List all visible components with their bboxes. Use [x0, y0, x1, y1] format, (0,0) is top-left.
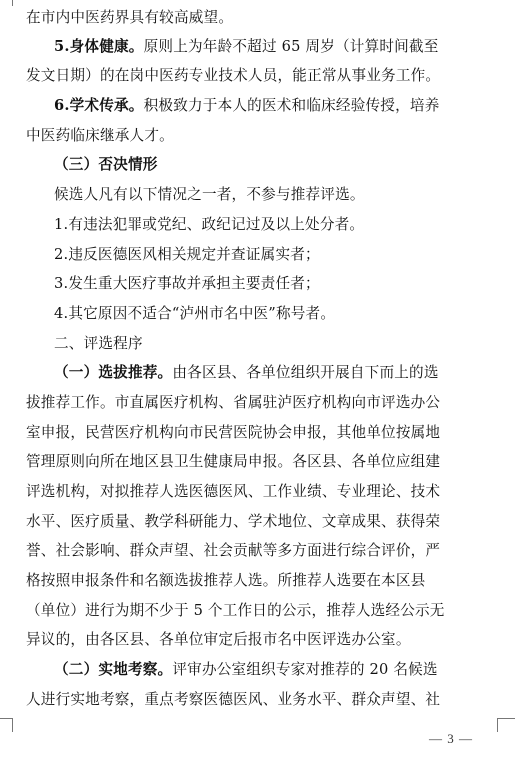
line-text: 原则上为年龄不超过 65 周岁（计算时间截至	[143, 38, 439, 55]
line-text: 拔推荐工作。市直属医疗机构、省属驻泸医疗机构向市评选办公	[26, 394, 441, 411]
line-text: 人进行实地考察，重点考察医德医风、业务水平、群众声望、社	[26, 691, 441, 708]
text-line-17	[26, 482, 496, 502]
line-text: 异议的，由各区县、各单位审定后报市名中医评选办公室。	[26, 631, 411, 648]
line-text: 由各区县、各单位组织开展自下而上的选	[172, 364, 439, 381]
text-line-18	[26, 512, 496, 532]
text-line-7	[54, 185, 498, 205]
line-text: 候选人凡有以下情况之一者，不参与推荐评选。	[54, 186, 365, 203]
line-text: 评审办公室组织专家对推荐的 20 名候选	[172, 661, 438, 678]
text-line-19	[26, 541, 496, 561]
line-text: 二、评选程序	[54, 335, 143, 352]
line-text: 发文日期）的在岗中医药专业技术人员，能正常从事业务工作。	[26, 67, 441, 84]
line-text: 评选机构，对拟推荐人选医德医风、工作业绩、专业理论、技术	[26, 483, 441, 500]
text-line-4	[54, 96, 498, 116]
line-text: 2.违反医德医风相关规定并查证属实者；	[54, 246, 320, 263]
text-line-23	[54, 660, 498, 680]
crop-mark-bottom-left-v	[12, 718, 13, 732]
list-item-1	[54, 215, 498, 235]
line-text: 积极致力于本人的医术和临床经验传授，培养	[143, 97, 440, 114]
text-line-14	[26, 393, 496, 413]
text-line-15	[26, 423, 496, 443]
line-text: 4.其它原因不适合“泸州市名中医”称号者。	[54, 305, 336, 322]
line-text: 格按照申报条件和名额选拔推荐人选。所推荐人选要在本区县	[26, 572, 426, 589]
line-text: 室申报，民营医疗机构向市民营医院协会申报，其他单位按属地	[26, 424, 441, 441]
text-line-21	[26, 601, 496, 621]
text-line-16	[26, 452, 496, 472]
crop-mark-bottom-right-v	[497, 718, 498, 732]
text-line-5	[26, 126, 496, 146]
line-text: 誉、社会影响、群众声望、社会贡献等多方面进行综合评价，严	[26, 542, 441, 559]
line-heading: （一）选拔推荐。	[54, 364, 173, 381]
text-line-20	[26, 571, 496, 591]
text-line-22	[26, 630, 496, 650]
line-text: 管理原则向所在地区县卫生健康局申报。各区县、各单位应组建	[26, 453, 441, 470]
line-text: （三）否决情形	[54, 156, 158, 173]
line-text: 3.发生重大医疗事故并承担主要责任者；	[54, 275, 320, 292]
text-line-24	[26, 690, 496, 710]
crop-mark-bottom-left-h	[0, 718, 12, 719]
line-text: 中医药临床继承人才。	[26, 127, 174, 144]
line-text: 水平、医疗质量、教学科研能力、学术地位、文章成果、获得荣	[26, 513, 441, 530]
crop-mark-bottom-right-h	[497, 718, 515, 719]
text-line-13	[54, 363, 498, 383]
line-heading: 6.学术传承。	[54, 97, 144, 114]
crop-mark-top-left	[12, 0, 13, 6]
line-text: 1.有违法犯罪或党纪、政纪记过及以上处分者。	[54, 216, 365, 233]
list-item-3	[54, 274, 498, 294]
line-heading: 5.身体健康。	[54, 38, 144, 55]
section-heading-procedure	[54, 334, 498, 354]
line-text: （单位）进行为期不少于 5 个工作日的公示，推荐人选经公示无	[26, 602, 445, 619]
text-line-3	[26, 66, 496, 86]
line-text: 在市内中医药界具有较高威望。	[26, 9, 234, 26]
page-number: — 3 —	[429, 731, 473, 746]
list-item-2	[54, 245, 498, 265]
line-heading: （二）实地考察。	[54, 661, 173, 678]
text-line-1	[26, 8, 496, 28]
section-heading-veto	[54, 155, 498, 175]
text-line-2	[54, 37, 498, 57]
list-item-4	[54, 304, 498, 324]
